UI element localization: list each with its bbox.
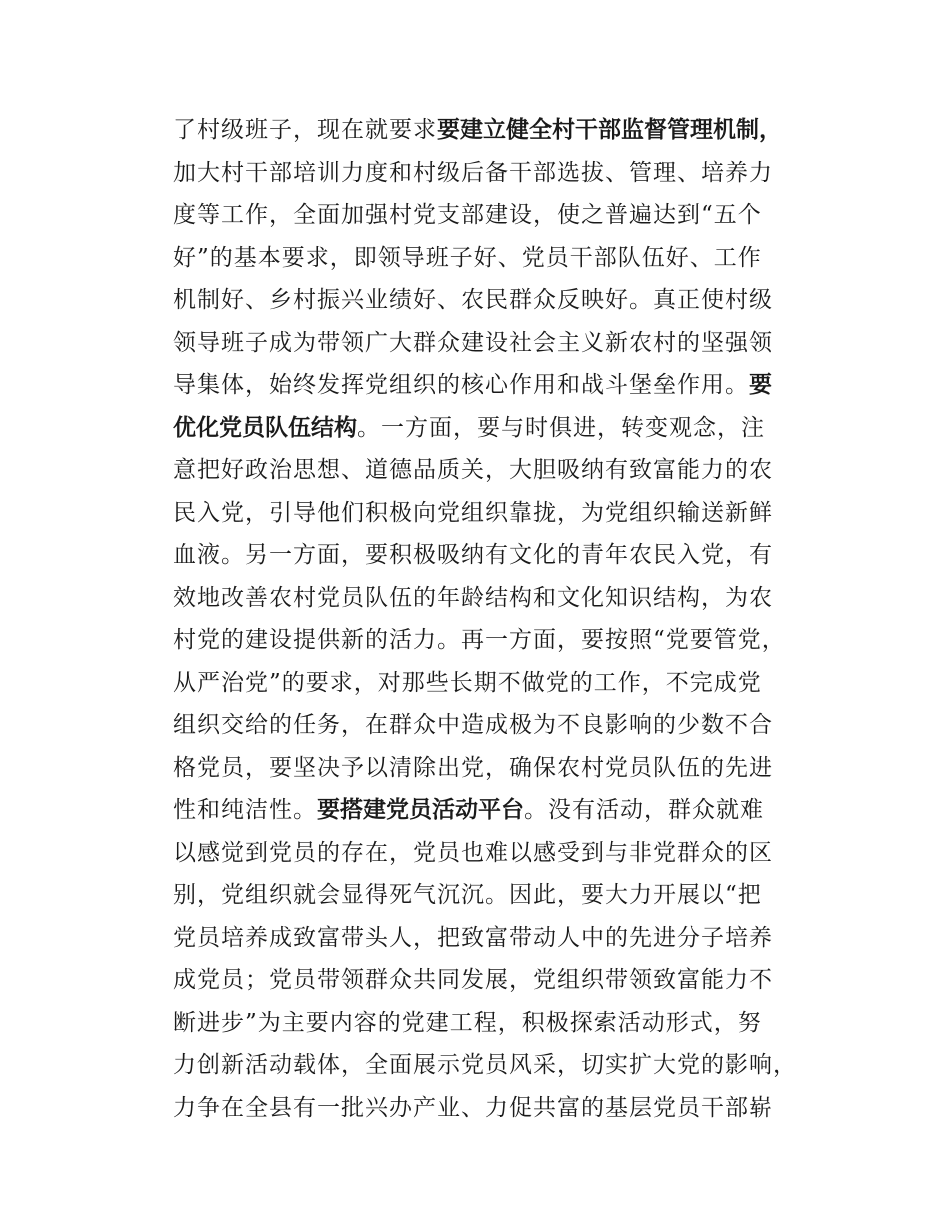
text-run: 党员培养成致富带头人，把致富带动人中的先进分子培养 <box>173 924 773 951</box>
text-run: 力创新活动载体，全面展示党员风采，切实扩大党的影响， <box>173 1052 797 1078</box>
text-run: 断进步”为主要内容的党建工程，积极探索活动形式，努 <box>173 1009 762 1036</box>
text-run: 组织交给的任务，在群众中造成极为不良影响的少数不合 <box>173 712 773 738</box>
body-paragraph <box>173 109 813 1129</box>
text-line <box>173 152 813 195</box>
text-line <box>173 237 813 280</box>
text-line <box>173 789 813 832</box>
text-line <box>173 959 813 1002</box>
bold-phrase: 要 <box>749 372 772 398</box>
text-line <box>173 279 813 322</box>
text-line <box>173 1087 813 1130</box>
text-run: 了村级班子，现在就要求 <box>173 117 437 143</box>
text-line <box>173 109 813 152</box>
text-line <box>173 322 813 365</box>
text-run: 。一方面，要与时俱进，转变观念，注 <box>357 414 765 441</box>
text-line <box>173 407 813 450</box>
text-run: 导集体，始终发挥党组织的核心作用和战斗堡垒作用。 <box>173 372 749 398</box>
text-run: 民入党，引导他们积极向党组织靠拢，为党组织输送新鲜 <box>173 499 773 526</box>
text-line <box>173 832 813 875</box>
text-line <box>173 917 813 960</box>
text-line <box>173 619 813 662</box>
text-run: 村党的建设提供新的活力。再一方面，要按照“党要管党， <box>173 627 786 653</box>
text-run: 加大村干部培训力度和村级后备干部选拔、管理、培养力 <box>173 159 773 186</box>
bold-phrase: 优化党员队伍结构 <box>173 414 357 441</box>
bold-phrase: 要建立健全村干部监督管理机制， <box>437 117 782 143</box>
text-run: 好”的基本要求，即领导班子好、党员干部队伍好、工作 <box>173 244 762 271</box>
text-run: 从严治党”的要求，对那些长期不做党的工作，不完成党 <box>173 669 762 696</box>
text-run: 成党员；党员带领群众共同发展，党组织带领致富能力不 <box>173 967 773 993</box>
text-run: 格党员，要坚决予以清除出党，确保农村党员队伍的先进 <box>173 754 773 781</box>
text-line <box>173 364 813 407</box>
text-run: 性和纯洁性。 <box>173 797 317 823</box>
text-line <box>173 492 813 535</box>
text-run: 效地改善农村党员队伍的年龄结构和文化知识结构，为农 <box>173 584 773 611</box>
text-line <box>173 874 813 917</box>
text-line <box>173 534 813 577</box>
text-run: 别，党组织就会显得死气沉沉。因此，要大力开展以“把 <box>173 882 762 908</box>
text-line <box>173 449 813 492</box>
text-line <box>173 194 813 237</box>
text-run: 意把好政治思想、道德品质关，大胆吸纳有致富能力的农 <box>173 457 773 483</box>
text-line <box>173 1002 813 1045</box>
text-run: 。没有活动，群众就难 <box>524 797 764 823</box>
text-run: 领导班子成为带领广大群众建设社会主义新农村的坚强领 <box>173 329 773 356</box>
text-line <box>173 662 813 705</box>
text-line <box>173 577 813 620</box>
text-run: 以感觉到党员的存在，党员也难以感受到与非党群众的区 <box>173 839 773 866</box>
text-run: 度等工作，全面加强村党支部建设，使之普遍达到“五个 <box>173 202 762 228</box>
text-run: 机制好、乡村振兴业绩好、农民群众反映好。真正使村级 <box>173 287 773 313</box>
bold-phrase: 要搭建党员活动平台 <box>317 797 524 823</box>
text-run: 力争在全县有一批兴办产业、力促共富的基层党员干部崭 <box>173 1094 773 1121</box>
text-run: 血液。另一方面，要积极吸纳有文化的青年农民入党，有 <box>173 542 773 568</box>
text-line <box>173 747 813 790</box>
text-line <box>173 1044 813 1087</box>
text-line <box>173 704 813 747</box>
